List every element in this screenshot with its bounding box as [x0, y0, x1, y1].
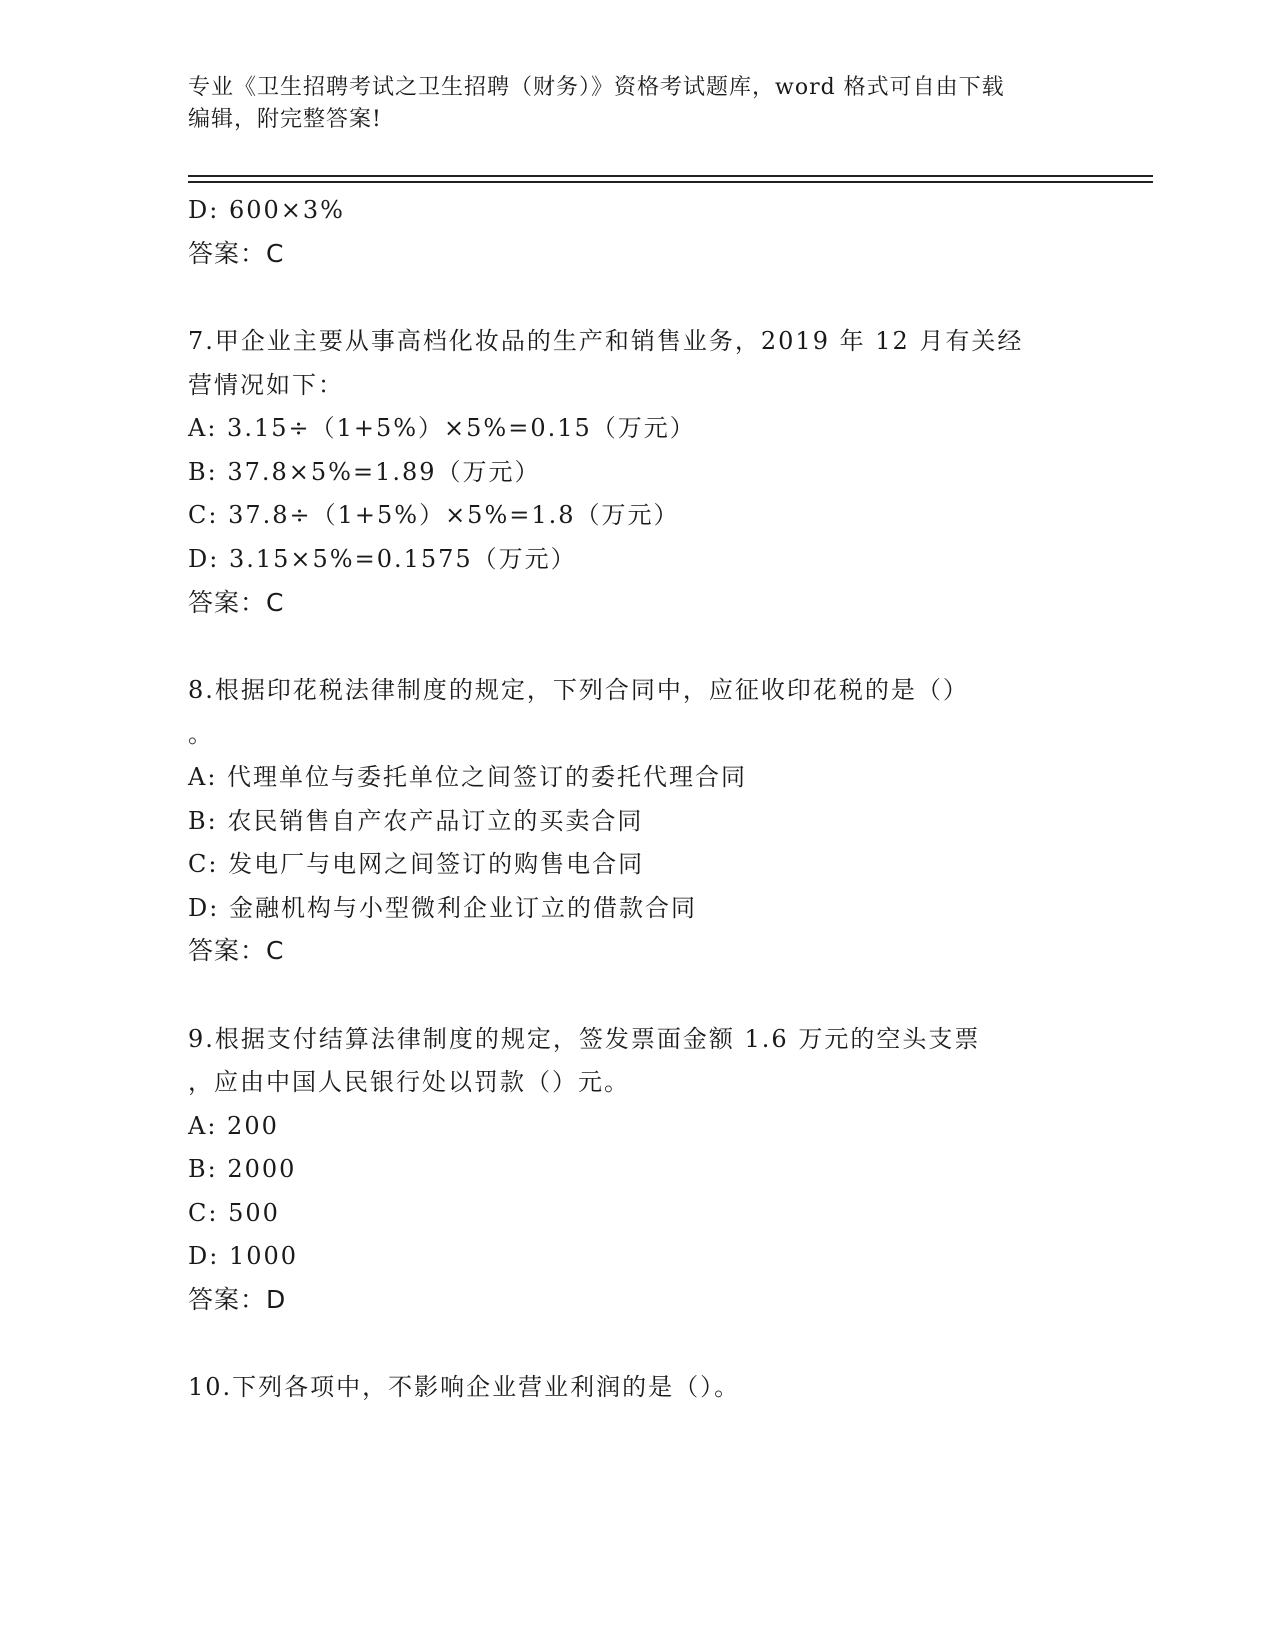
q8-option-b: B: 农民销售自产农产品订立的买卖合同	[188, 807, 644, 835]
q7-option-c: C: 37.8÷（1+5%）×5%=1.8（万元）	[188, 501, 680, 529]
q8-option-a: A: 代理单位与委托单位之间签订的委托代理合同	[188, 763, 748, 791]
q7-option-d: D: 3.15×5%=0.1575（万元）	[188, 545, 577, 573]
q7-stem-line-2: 营情况如下：	[188, 371, 344, 399]
q8-stem-line-1: 8.根据印花税法律制度的规定，下列合同中，应征收印花税的是（）	[188, 676, 969, 704]
q7-option-b: B: 37.8×5%=1.89（万元）	[188, 458, 541, 486]
q9-option-b: B: 2000	[188, 1155, 297, 1183]
header-divider-bottom	[188, 181, 1153, 183]
q8-stem-line-2: 。	[188, 720, 214, 748]
q10-stem-line-1: 10.下列各项中，不影响企业营业利润的是（）。	[188, 1373, 741, 1401]
header-line-1: 专业《卫生招聘考试之卫生招聘（财务）》资格考试题库，word 格式可自由下载	[188, 75, 1005, 100]
q8-option-c: C: 发电厂与电网之间签订的购售电合同	[188, 850, 645, 878]
q8-option-d: D: 金融机构与小型微利企业订立的借款合同	[188, 894, 697, 922]
q9-option-c: C: 500	[188, 1199, 280, 1227]
q9-option-a: A: 200	[188, 1112, 279, 1140]
q9-stem-line-2: ，应由中国人民银行处以罚款（）元。	[188, 1068, 630, 1096]
q9-option-d: D: 1000	[188, 1242, 299, 1270]
q9-stem-line-1: 9.根据支付结算法律制度的规定，签发票面金额 1.6 万元的空头支票	[188, 1025, 981, 1053]
q6-answer: 答案：C	[188, 239, 285, 268]
header-line-2: 编辑，附完整答案!	[188, 107, 382, 132]
q9-answer: 答案：D	[188, 1285, 287, 1314]
header-divider-top	[188, 175, 1153, 177]
q8-answer: 答案：C	[188, 936, 285, 965]
q6-option-d: D: 600×3%	[188, 196, 345, 224]
q7-option-a: A: 3.15÷（1+5%）×5%=0.15（万元）	[188, 414, 696, 442]
q7-stem-line-1: 7.甲企业主要从事高档化妆品的生产和销售业务，2019 年 12 月有关经	[188, 327, 1024, 355]
q7-answer: 答案：C	[188, 588, 285, 617]
document-header	[188, 72, 1068, 136]
